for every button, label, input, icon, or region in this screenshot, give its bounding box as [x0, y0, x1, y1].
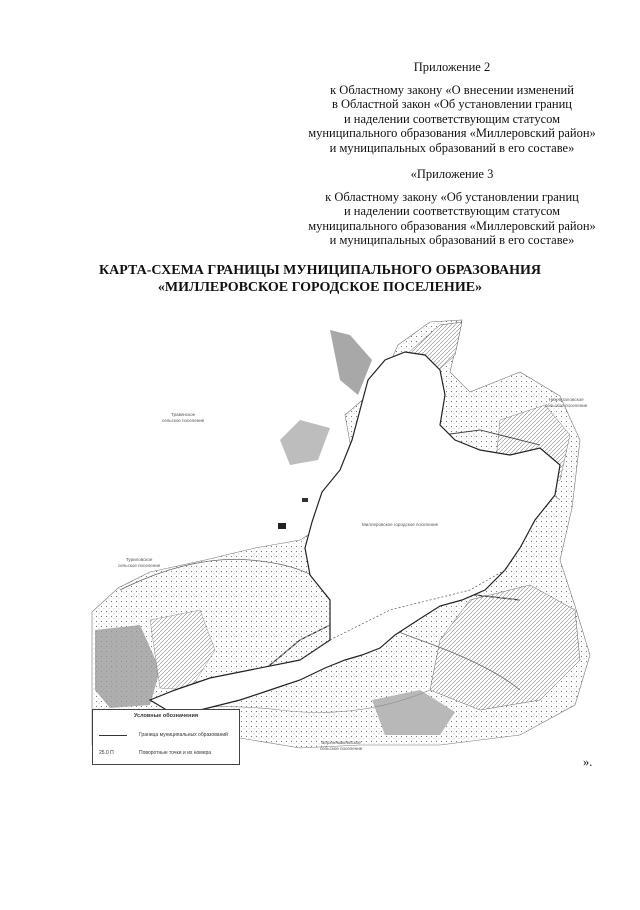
annex-3-line: и наделении соответствующим статусом [343, 204, 561, 218]
annex-2-line: и наделении соответствующим статусом [343, 111, 561, 126]
legend-label: Поворотные точки и их номера [139, 750, 212, 756]
boundary-line-symbol [99, 735, 127, 736]
legend-title: Условные обозначения [133, 713, 199, 719]
turning-point-symbol: 25.0 П [99, 750, 114, 756]
legend-label: Граница муниципальных образований [139, 732, 228, 738]
annex-2-line: муниципального образования «Миллеровский район» [308, 126, 596, 140]
place-label-top-right: Нижнеталовское сельское поселение [545, 397, 588, 408]
annex-2-line: к Областному закону «О внесении изменений [330, 82, 574, 97]
map-legend [92, 709, 240, 765]
legend-row [99, 750, 235, 758]
document-title-line-2: «МИЛЛЕРОВСКОЕ ГОРОДСКОЕ ПОСЕЛЕНИЕ» [157, 280, 483, 295]
place-label-bottom: Верхнемакеевское сельское поселение [320, 740, 363, 751]
annex-3-line: и муниципальных образований в его составе» [329, 233, 575, 247]
place-label-left: Туриловское сельское поселение [118, 557, 161, 568]
annex-3-title: «Приложение 3 [410, 167, 494, 181]
annex-2-title: Приложение 2 [413, 60, 491, 74]
place-label-top-left: Травянское сельское поселение [162, 412, 205, 423]
annex-2-line: в Областной закон «Об установлении границ [331, 97, 572, 111]
legend-row [99, 732, 235, 740]
place-label-center: Миллеровское городское поселение [362, 522, 439, 527]
annex-3-line: к Областному закону «Об установлении границ [325, 189, 579, 204]
closing-quote: ». [583, 755, 593, 769]
annex-3-line: муниципального образования «Миллеровский район» [308, 218, 596, 233]
document-title-line-1: КАРТА-СХЕМА ГРАНИЦЫ МУНИЦИПАЛЬНОГО ОБРАЗОВАНИЯ [99, 263, 541, 278]
annex-2-line: и муниципальных образований в его составе» [329, 140, 575, 155]
